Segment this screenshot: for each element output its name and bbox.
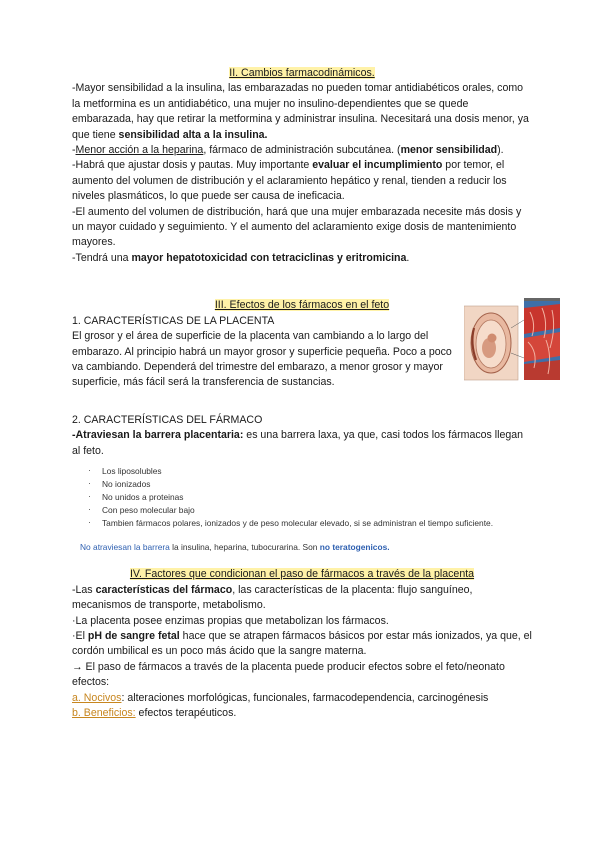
paragraph: -Las características del fármaco, las características de la placenta: flujo sanguíneo, mecanismos de transporte, metabolismo. (72, 583, 473, 612)
subheading: 2. CARACTERÍSTICAS DEL FÁRMACO (72, 413, 263, 426)
paragraph: -Atraviesan la barrera placentaria: es una barrera laxa, ya que, casi todos los fármacos llegan al feto. (72, 429, 524, 457)
list-item: · No unidos a proteinas (88, 491, 532, 504)
section-3-heading: III. Efectos de los fármacos en el feto (214, 299, 390, 312)
label-bar (524, 298, 560, 301)
paragraph: El grosor y el área de superficie de la placenta van cambiando a lo largo del embarazo. Al principio habrá un mayor grosor y superficie pequeña. Poco a poco va cambiando. Dependerá del trimestre del embarazo, a menor grosor y mayor superficie, más fácil será la transferencia de sustancias. (72, 330, 452, 389)
fetus-head (488, 334, 497, 343)
list-item: · Con peso molecular bajo (88, 504, 532, 517)
paragraph: b. Beneficios: efectos terapéuticos. (72, 707, 237, 719)
paragraph: -Mayor sensibilidad a la insulina, las embarazadas no pueden tomar antidiabéticos orales, como la metformina es un antidiabético, una mujer no insulino-dependientes que se quede embarazada, hay que retirar la metformina y administrar insulina. Necesitará una dosis menor, ya que tiene sensibilidad alta a la insulina. (72, 82, 529, 141)
note: No atraviesan la barrera la insulina, heparina, tubocurarina. Son no teratogenicos. (80, 541, 390, 552)
paragraph: -Menor acción a la heparina, fármaco de administración subcutánea. (menor sensibilidad). (72, 144, 504, 157)
list-item: · Tambien fármacos polares, ionizados y de peso molecular elevado, si se administran el tiempo suficiente. (88, 517, 532, 530)
list-item: · Los liposolubles (88, 465, 532, 478)
section-2-heading: II. Cambios farmacodinámicos. (229, 67, 375, 79)
paragraph: -Habrá que ajustar dosis y pautas. Muy importante evaluar el incumplimiento por temor, el aumento del volumen de distribución y el aclaramiento hepático y renal, tienden a reducir los niveles plasmáticos, lo que puede ser causa de ineficacia. (72, 159, 507, 203)
paragraph: ·El pH de sangre fetal hace que se atrapen fármacos básicos por estar más ionizados, ya que, el cordón umbilical es un poco más ácido que la sangre materna. (72, 629, 532, 658)
section-4-heading: IV. Factores que condicionan el paso de fármacos a través de la placenta (129, 568, 475, 581)
paragraph: -El aumento del volumen de distribución, hará que una mujer embarazada necesite más dosis y un mayor cuidado y seguimiento. Y el aumento del aclaramiento exige dosis de mantenimiento mayores. (72, 205, 522, 249)
bullet-list (88, 465, 532, 530)
subheading: 1. CARACTERÍSTICAS DE LA PLACENTA (72, 314, 275, 327)
paragraph: → El paso de fármacos a través de la placenta puede producir efectos sobre el feto/neonato efectos: (72, 660, 505, 689)
paragraph: a. Nocivos: alteraciones morfológicas, funcionales, farmacodependencia, carcinogénesis (72, 691, 489, 704)
list-item: · No ionizados (88, 478, 532, 491)
paragraph: -Tendrá una mayor hepatotoxicidad con tetraciclinas y eritromicina. (72, 251, 410, 264)
placenta-illustration (464, 298, 560, 382)
paragraph: ·La placenta posee enzimas propias que metabolizan los fármacos. (72, 614, 389, 627)
document-page (72, 66, 532, 721)
